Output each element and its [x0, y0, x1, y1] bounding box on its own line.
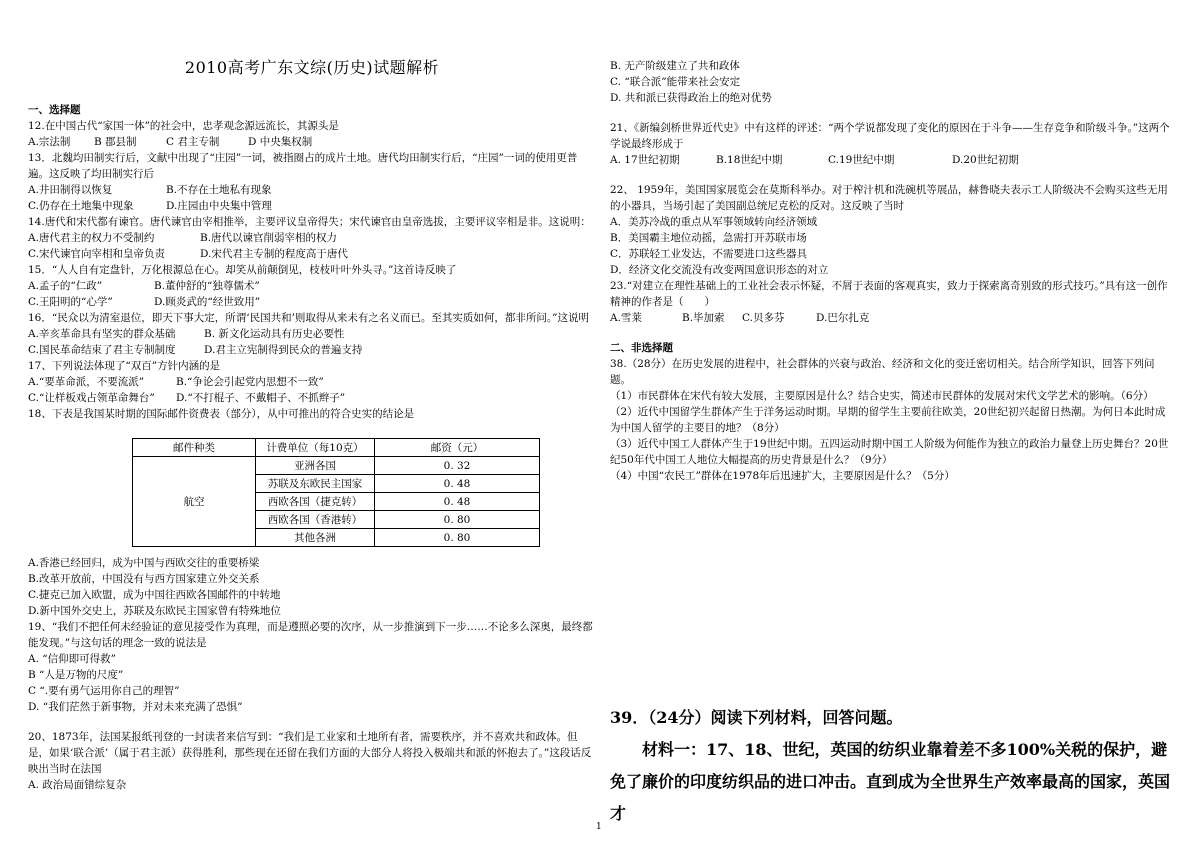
option: B “人是万物的尺度” [28, 669, 124, 681]
table-cell: 0. 48 [375, 475, 540, 493]
question-23: 23.“对建立在理性基础上的工业社会表示怀疑，不屑于表面的客观真实，致力于探索离奇别致的形式技巧。”具有这一创作精神的作者是（ ） [610, 280, 1168, 308]
options-23 [610, 310, 1175, 326]
option: A．美苏冷战的重点从军事领域转向经济领域 [610, 216, 818, 228]
table-header: 邮资（元） [375, 439, 540, 457]
question-38-part: （1）市民群体在宋代有较大发展，主要原因是什么？结合史实，简述市民群体的发展对宋代文学艺术的影响。（6分） [610, 390, 1154, 402]
option: D.巴尔扎克 [816, 312, 870, 324]
option: B. 新文化运动具有历史必要性 [204, 328, 345, 340]
question-38-part: （2）近代中国留学生群体产生于洋务运动时期。早期的留学生主要前往欧美，20世纪初兴起留日热潮。为何日本此时成为中国人留学的主要目的地？（8分） [610, 406, 1166, 434]
option: A. 17世纪初期 [610, 154, 680, 166]
question-16: 16．“民众以为清室退位，即天下事大定，所谓‘民国共和’则取得从来未有之名义而已。至其实质如何，都非所问。”这说明 [28, 312, 590, 324]
option: C 君主专制 [166, 136, 220, 148]
option: C.捷克已加入欧盟，成为中国往西欧各国邮件的中转地 [28, 589, 281, 601]
table-cell: 0. 32 [375, 457, 540, 475]
question-38-part: （4）中国“农民工”群体在1978年后迅速扩大，主要原因是什么？（5分） [610, 470, 955, 482]
option: B. 无产阶级建立了共和政体 [610, 60, 740, 72]
options-21 [610, 152, 1175, 168]
option: B．美国霸主地位动摇，急需打开苏联市场 [610, 232, 807, 244]
option: D. “我们茫然于新事物，并对未来充满了恐惧” [28, 701, 243, 713]
question-38-part: （3）近代中国工人群体产生于19世纪中期。五四运动时期中国工人阶级为何能作为独立的政治力量登上历史舞台？20世纪50年代中国工人地位大幅提高的历史背景是什么？（9分） [610, 438, 1169, 466]
option: C.王阳明的“心学” [28, 296, 113, 308]
option: B.“争论会引起党内思想不一致” [176, 376, 324, 388]
table-cell: 0. 80 [375, 511, 540, 529]
section-heading-nonchoice: 二、非选择题 [610, 342, 673, 354]
option: C．苏联轻工业发达，不需要进口这些器具 [610, 248, 808, 260]
option: B.唐代以谏官削弱宰相的权力 [200, 232, 338, 244]
table-cell: 其他各洲 [256, 529, 375, 547]
option: B 郡县制 [94, 136, 137, 148]
postal-fee-table [132, 438, 540, 547]
option: C.国民革命结束了君主专制制度 [28, 344, 176, 356]
question-13: 13．北魏均田制实行后，文献中出现了“庄园”一词，被指圈占的成片土地。唐代均田制实行后，“庄园”一词的使用更普遍。这反映了均田制实行后 [28, 152, 578, 180]
question-39-heading: 39．（24分）阅读下列材料，回答问题。 [610, 708, 903, 727]
option: C.19世纪中期 [828, 154, 895, 166]
question-15: 15．“人人自有定盘针，万化根源总在心。却笑从前颠倒见，枝枝叶叶外头寻。”这首诗反映了 [28, 264, 457, 276]
options-14b [28, 246, 596, 262]
option: A.井田制得以恢复 [28, 184, 113, 196]
page-number: 1 [596, 822, 602, 832]
table-header: 邮件种类 [133, 439, 256, 457]
options-13b [28, 198, 596, 214]
option: B.18世纪中期 [716, 154, 783, 166]
options-12 [28, 134, 596, 150]
option: D. 共和派已获得政治上的绝对优势 [610, 92, 772, 104]
option: B.改革开放前，中国没有与西方国家建立外交关系 [28, 573, 260, 585]
option: B.毕加索 [682, 312, 725, 324]
question-21: 21、《新编剑桥世界近代史》中有这样的评述：“两个学说都发现了变化的原因在于斗争——生存竞争和阶级斗争。”这两个学说最终形成于 [610, 122, 1170, 150]
option: C “.要有勇气运用你自己的理智” [28, 685, 180, 697]
option: D.宋代君主专制的程度高于唐代 [200, 248, 348, 260]
option: C.贝多芬 [742, 312, 785, 324]
table-cell: 苏联及东欧民主国家 [256, 475, 375, 493]
table-cell: 0. 80 [375, 529, 540, 547]
question-22: 22、 1959年，美国国家展览会在莫斯科举办。对于榨汁机和洗碗机等展品，赫鲁晓夫表示工人阶级决不会购买这些无用的小器具，当场引起了美国副总统尼克松的反对。这反映了当时 [610, 184, 1168, 212]
question-14: 14.唐代和宋代都有谏官。唐代谏官由宰相推举，主要评议皇帝得失；宋代谏官由皇帝选拔，主要评议宰相是非。这说明： [28, 216, 591, 228]
option: A.香港已经回归，成为中国与西欧交往的重要桥梁 [28, 557, 260, 569]
mail-category-cell: 航空 [133, 457, 256, 547]
option: A.孟子的“仁政” [28, 280, 103, 292]
section-heading-choice: 一、选择题 [28, 104, 81, 116]
option: D.新中国外交史上，苏联及东欧民主国家曾有特殊地位 [28, 605, 281, 617]
question-17: 17、下列说法体现了“双百”方针内涵的是 [28, 360, 221, 372]
option: A.辛亥革命具有坚实的群众基础 [28, 328, 176, 340]
option: B.董仲舒的“独尊儒术” [154, 280, 260, 292]
option: A.唐代君主的权力不受制约 [28, 232, 155, 244]
option: D.君主立宪制得到民众的普遍支持 [204, 344, 363, 356]
right-column [610, 58, 1175, 830]
option: D 中央集权制 [248, 136, 313, 148]
option: D.20世纪初期 [952, 154, 1019, 166]
question-12: 12.在中国古代“家国一体”的社会中，忠孝观念源远流长，其源头是 [28, 120, 339, 132]
question-39-material: 材料一：17、18、世纪，英国的纺织业靠着差不多100%关税的保护，避免了廉价的印度纺织品的进口冲击。直到成为全世界生产效率最高的国家，英国才 [610, 740, 1171, 823]
option: D．经济文化交流没有改变两国意识形态的对立 [610, 264, 829, 276]
page-title: 2010高考广东文综(历史)试题解析 [184, 58, 440, 77]
option: C.“让样板戏占领革命舞台” [28, 392, 155, 404]
left-column [28, 54, 596, 793]
table-cell: 西欧各国（香港转） [256, 511, 375, 529]
question-18: 18、下表是我国某时期的国际邮件资费表（部分），从中可推出的符合史实的结论是 [28, 408, 415, 420]
options-15b [28, 294, 596, 310]
option: D.顾炎武的“经世致用” [154, 296, 261, 308]
option: D.庄园由中央集中管理 [166, 200, 272, 212]
table-row [133, 457, 540, 475]
options-14a [28, 230, 596, 246]
option: A.雪莱 [610, 312, 642, 324]
option: C.仍存在土地集中现象 [28, 200, 134, 212]
option: A.宗法制 [28, 136, 71, 148]
options-13a [28, 182, 596, 198]
table-cell: 亚洲各国 [256, 457, 375, 475]
option: D.“不打棍子、不戴帽子、不抓辫子” [176, 392, 346, 404]
option: C.宋代谏官向宰相和皇帝负责 [28, 248, 165, 260]
options-16a [28, 326, 596, 342]
table-header-row [133, 439, 540, 457]
question-19: 19、“我们不把任何未经验证的意见接受作为真理，而是遵照必要的次序，从一步推演到下一步……不论多么深奥，最终都能发现。”与这句话的理念一致的说法是 [28, 621, 593, 649]
question-20: 20、1873年，法国某报纸刊登的一封读者来信写到：“我们是工业家和土地所有者，需要秩序，并不喜欢共和政体。但是，如果‘联合派’（属于君主派）获得胜利，那些现在还留在我们方面的大部分人将投入极端共和派的怀抱去了。”这段话反映出当时在法国 [28, 731, 592, 775]
option: A. “信仰即可得救” [28, 653, 116, 665]
option: A. 政治局面错综复杂 [28, 779, 127, 791]
table-cell: 西欧各国（捷克转） [256, 493, 375, 511]
table-cell: 0. 48 [375, 493, 540, 511]
options-15a [28, 278, 596, 294]
option: B.不存在土地私有现象 [166, 184, 272, 196]
question-38: 38.（28分）在历史发展的进程中，社会群体的兴衰与政治、经济和文化的变迁密切相关。结合所学知识，回答下列问题。 [610, 358, 1155, 386]
option: A.“要革命派，不要流派” [28, 376, 145, 388]
table-header: 计费单位（每10克） [256, 439, 375, 457]
option: C. “联合派”能带来社会安定 [610, 76, 741, 88]
options-16b [28, 342, 596, 358]
options-17a [28, 374, 596, 390]
options-17b [28, 390, 596, 406]
